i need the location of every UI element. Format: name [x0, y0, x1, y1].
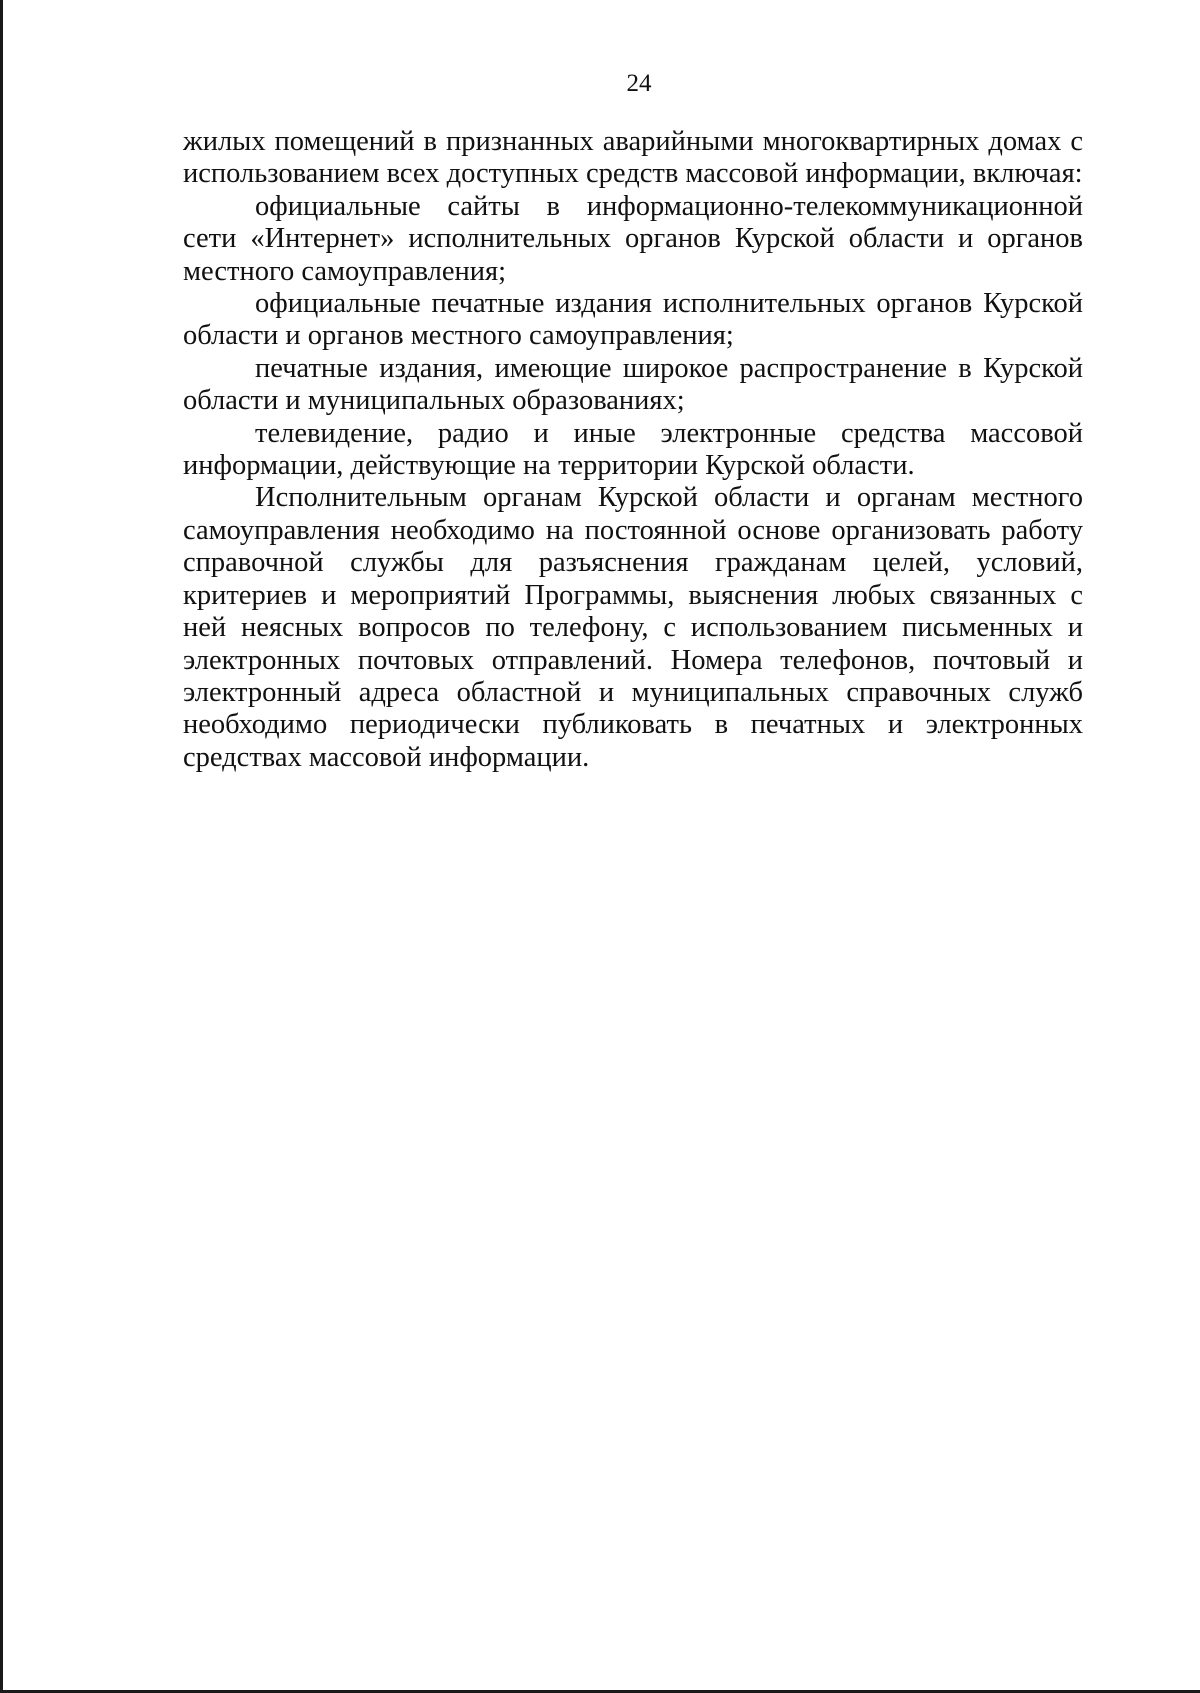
- paragraph-continuation: жилых помещений в признанных аварийными многоквартирных домах с использованием всех доступных средств массовой информации, включая:: [183, 126, 1083, 190]
- list-item-electronic-media: телевидение, радио и иные электронные средства массовой информации, действующие на территории Курской области.: [183, 417, 1083, 482]
- page-number: 24: [626, 70, 652, 97]
- paragraph-help-service: Исполнительным органам Курской области и органам местного самоуправления необходимо на постоянной основе организовать работу справочной службы для разъяснения гражданам целей, условий, критериев и мероприятий Программы, выяснения любых связанных с ней неясных вопросов по телефону, с использованием письменных и электронных почтовых отправлений. Номера телефонов, почтовый и электронный адреса областной и муниципальных справочных служб необходимо периодически публиковать в печатных и электронных средствах массовой информации.: [183, 482, 1083, 773]
- document-body: [183, 126, 1083, 774]
- list-item-official-print: официальные печатные издания исполнительных органов Курской области и органов местного самоуправления;: [183, 288, 1083, 352]
- list-item-official-websites: официальные сайты в информационно-телекоммуникационной сети «Интернет» исполнительных органов Курской области и органов местного самоуправления;: [183, 190, 1083, 287]
- list-item-print-media: печатные издания, имеющие широкое распространение в Курской области и муниципальных образованиях;: [183, 352, 1083, 417]
